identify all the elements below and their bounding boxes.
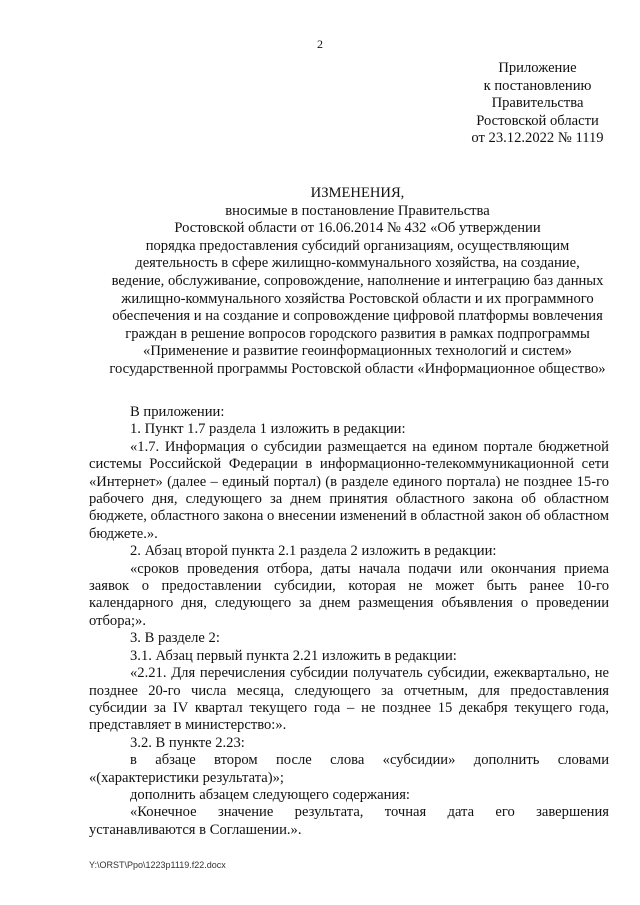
paragraph-intro: В приложении: <box>130 404 225 420</box>
file-path-footer: Y:\ORST\Ppo\1223p1119.f22.docx <box>89 860 226 870</box>
paragraph-item-1: 1. Пункт 1.7 раздела 1 изложить в редакции: <box>130 421 406 438</box>
appendix-line: к постановлению <box>483 77 592 94</box>
paragraph-item-1-text: «1.7. Информация о субсидии размещается на едином портале бюджетной системы Российской Федерации в информационно-телекоммуникационной сети «Интернет» (далее – единый портал) (в разделе единого портала) не позднее 15-го рабочего дня, следующего за днем принятия областного закона об областном бюджете, областного закона о внесении изменений в областной закон об областном бюджете.». <box>89 438 609 542</box>
paragraph-item-3-1-text: «2.21. Для перечисления субсидии получатель субсидии, ежеквартально, не позднее 20-го числа месяца, следующего за отчетным, для предоставления субсидии за IV квартал текущего года – не позднее 15 декабря текущего года, представляет в министерство:». <box>89 665 609 734</box>
title-line: Ростовской области от 16.06.2014 № 432 «Об утверждении <box>174 220 541 237</box>
page-number: 2 <box>317 37 323 51</box>
paragraph-item-2: 2. Абзац второй пункта 2.1 раздела 2 изложить в редакции: <box>130 543 497 560</box>
title-line: граждан в решение вопросов городского развития в рамках подпрограммы <box>125 325 590 342</box>
document-title <box>80 185 635 379</box>
appendix-line: Ростовской области <box>476 112 599 129</box>
paragraph-item-3-1: 3.1. Абзац первый пункта 2.21 изложить в редакции: <box>130 647 457 664</box>
document-body <box>89 404 609 839</box>
title-line: обеспечения и на создание и сопровождение цифровой платформы вовлечения <box>112 308 603 325</box>
paragraph-item-3-2-b: дополнить абзацем следующего содержания: <box>130 786 410 803</box>
title-line: деятельность в сфере жилищно-коммунального хозяйства, на создание, <box>135 255 580 272</box>
paragraph-item-3-2-c: «Конечное значение результата, точная дата его завершения устанавливаются в Соглашении.». <box>89 804 609 838</box>
paragraph-item-3-2-a: в абзаце втором после слова «субсидии» дополнить словами «(характеристики результата)»; <box>89 752 609 786</box>
appendix-line: Приложение <box>498 60 577 76</box>
title-line: государственной программы Ростовской области «Информационное общество» <box>109 360 606 377</box>
title-line: «Применение и развитие геоинформационных технологий и систем» <box>143 343 572 360</box>
title-heading: ИЗМЕНЕНИЯ, <box>310 185 405 201</box>
paragraph-item-3-2: 3.2. В пункте 2.23: <box>130 734 245 751</box>
title-line: порядка предоставления субсидий организациям, осуществляющим <box>145 237 570 254</box>
title-line: ведение, обслуживание, сопровождение, наполнение и интеграцию баз данных <box>111 272 604 289</box>
appendix-line: от 23.12.2022 № 1119 <box>471 130 604 146</box>
title-line: жилищно-коммунального хозяйства Ростовской области и их программного <box>121 290 594 307</box>
title-line: вносимые в постановление Правительства <box>225 202 490 219</box>
appendix-line: Правительства <box>491 95 584 111</box>
paragraph-item-3: 3. В разделе 2: <box>130 630 220 647</box>
paragraph-item-2-text: «сроков проведения отбора, даты начала подачи или окончания приема заявок о предоставлении субсидии, которая не может быть ранее 10-го календарного дня, следующего за днем размещения объявления о проведении отбора;». <box>89 560 609 629</box>
appendix-block <box>440 60 635 148</box>
